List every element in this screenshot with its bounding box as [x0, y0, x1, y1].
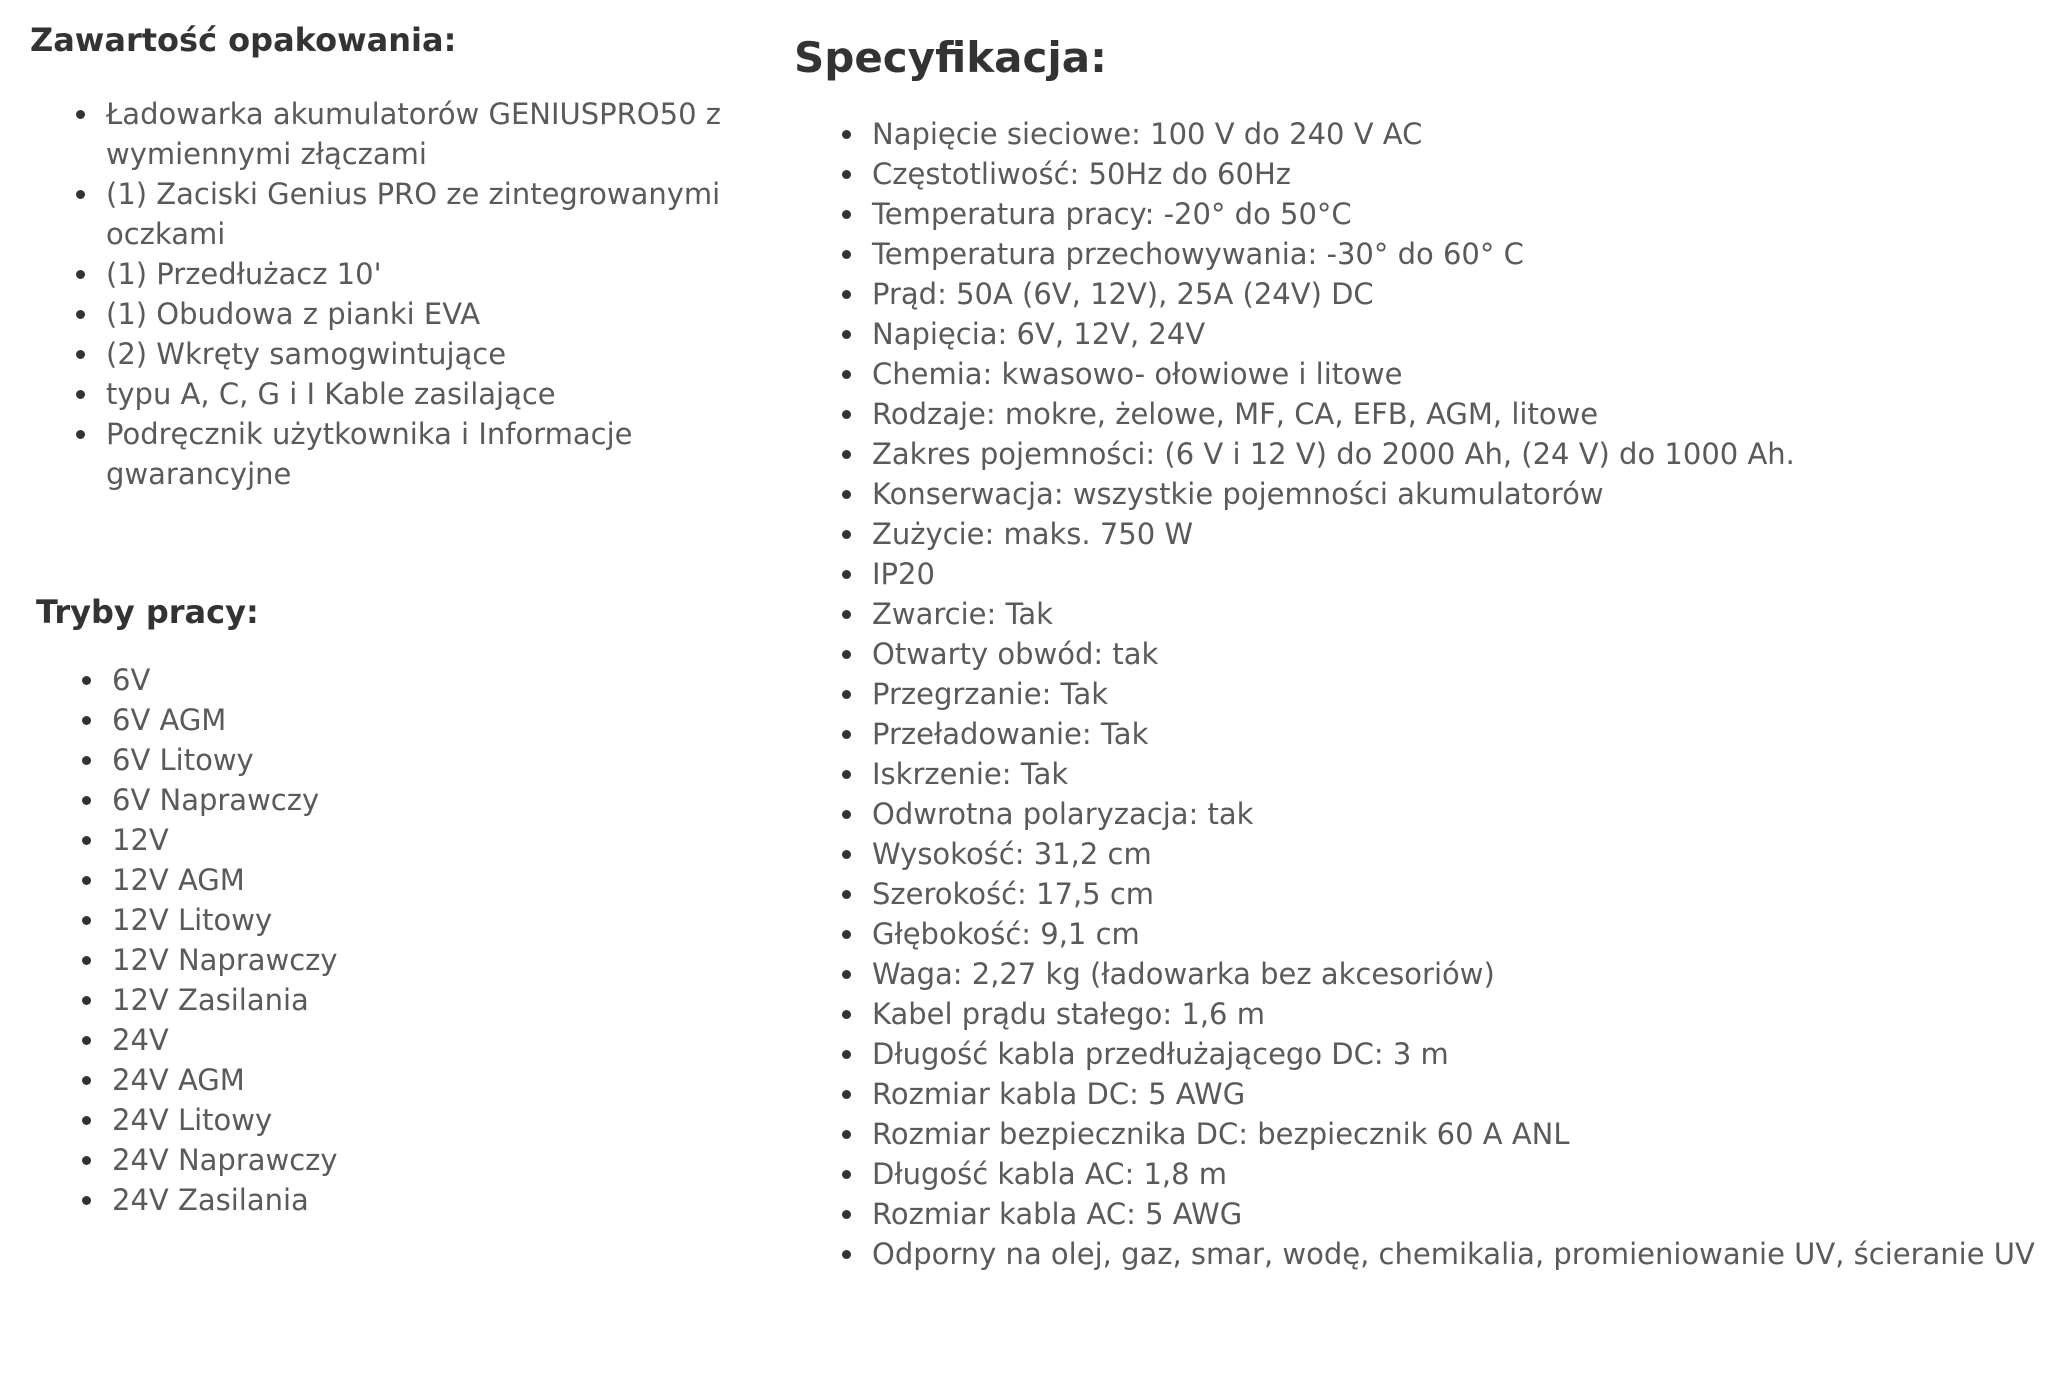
modes-list: [30, 660, 760, 1220]
spec-list-item: [794, 314, 2034, 354]
spec-heading: Specyfikacja:: [794, 33, 1107, 82]
contents-list-item-text: Ładowarka akumulatorów GENIUSPRO50 z wymiennymi złączami: [106, 97, 721, 171]
spec-list-item-text: Kabel prądu stałego: 1,6 m: [872, 997, 1265, 1031]
modes-list-item-text: 6V AGM: [112, 703, 227, 737]
spec-list-item-text: Napięcia: 6V, 12V, 24V: [872, 317, 1206, 351]
spec-list-item: [794, 594, 2034, 634]
modes-list-item: [30, 900, 760, 940]
spec-list-item: [794, 1074, 2034, 1114]
modes-list-item: [30, 1100, 760, 1140]
bullet-icon: [842, 1130, 851, 1139]
contents-heading: Zawartość opakowania:: [30, 21, 457, 59]
modes-list-item: [30, 740, 760, 780]
bullet-icon: [82, 876, 91, 885]
spec-list-item-text: Otwarty obwód: tak: [872, 637, 1159, 671]
contents-list-item: [30, 414, 756, 494]
modes-list-item: [30, 1020, 760, 1060]
spec-list-item-text: Długość kabla AC: 1,8 m: [872, 1157, 1228, 1191]
modes-list-item-text: 12V Litowy: [112, 903, 273, 937]
contents-list-item: [30, 294, 756, 334]
bullet-icon: [82, 756, 91, 765]
bullet-icon: [842, 570, 851, 579]
modes-list-item-text: 12V Naprawczy: [112, 943, 338, 977]
modes-list-item-text: 12V Zasilania: [112, 983, 309, 1017]
spec-list-item-text: Rozmiar kabla DC: 5 AWG: [872, 1077, 1246, 1111]
spec-list-item: [794, 274, 2034, 314]
modes-list-item: [30, 940, 760, 980]
bullet-icon: [842, 250, 851, 259]
spec-list-item: [794, 474, 2034, 514]
spec-list-item: [794, 1234, 2034, 1274]
modes-list-item-text: 6V Litowy: [112, 743, 254, 777]
contents-list-item: [30, 94, 756, 174]
bullet-icon: [82, 1196, 91, 1205]
modes-list-item: [30, 820, 760, 860]
modes-list-item: [30, 1180, 760, 1220]
bullet-icon: [842, 530, 851, 539]
spec-list-item: [794, 434, 2034, 474]
modes-list-item-text: 24V Naprawczy: [112, 1143, 338, 1177]
contents-list-item-text: Podręcznik użytkownika i Informacje gwarancyjne: [106, 417, 633, 491]
spec-list-item-text: Głębokość: 9,1 cm: [872, 917, 1140, 951]
spec-list-item-text: Odwrotna polaryzacja: tak: [872, 797, 1254, 831]
bullet-icon: [842, 490, 851, 499]
modes-list-item: [30, 660, 760, 700]
contents-list-item-text: (1) Zaciski Genius PRO ze zintegrowanymi oczkami: [106, 177, 721, 251]
modes-list-item: [30, 860, 760, 900]
left-column: [30, 16, 760, 1220]
bullet-icon: [82, 1076, 91, 1085]
modes-heading: Tryby pracy:: [36, 593, 259, 631]
spec-list-item-text: Zakres pojemności: (6 V i 12 V) do 2000 Ah, (24 V) do 1000 Ah.: [872, 437, 1795, 471]
bullet-icon: [842, 1170, 851, 1179]
spec-list-item-text: Zużycie: maks. 750 W: [872, 517, 1194, 551]
right-column: [794, 30, 2034, 1274]
contents-list-item: [30, 254, 756, 294]
bullet-icon: [842, 1210, 851, 1219]
bullet-icon: [842, 730, 851, 739]
bullet-icon: [842, 410, 851, 419]
bullet-icon: [842, 330, 851, 339]
bullet-icon: [842, 930, 851, 939]
spec-list-item: [794, 1194, 2034, 1234]
spec-list-item-text: IP20: [872, 557, 935, 591]
modes-list-item-text: 24V Zasilania: [112, 1183, 309, 1217]
spec-list-item-text: Przegrzanie: Tak: [872, 677, 1109, 711]
bullet-icon: [842, 850, 851, 859]
contents-list-item-text: (1) Przedłużacz 10': [106, 257, 382, 291]
bullet-icon: [82, 916, 91, 925]
bullet-icon: [842, 810, 851, 819]
contents-list-item: [30, 174, 756, 254]
bullet-icon: [842, 650, 851, 659]
spec-list-item-text: Szerokość: 17,5 cm: [872, 877, 1155, 911]
spec-list-item: [794, 234, 2034, 274]
bullet-icon: [82, 676, 91, 685]
spec-list-item-text: Temperatura pracy: -20° do 50°C: [872, 197, 1352, 231]
spec-list-item-text: Długość kabla przedłużającego DC: 3 m: [872, 1037, 1449, 1071]
spec-list-item-text: Iskrzenie: Tak: [872, 757, 1069, 791]
spec-list-item-text: Odporny na olej, gaz, smar, wodę, chemikalia, promieniowanie UV, ścieranie UV: [872, 1237, 2035, 1271]
bullet-icon: [842, 970, 851, 979]
modes-list-item-text: 12V: [112, 823, 169, 857]
bullet-icon: [842, 1250, 851, 1259]
spec-list-item-text: Napięcie sieciowe: 100 V do 240 V AC: [872, 117, 1423, 151]
spec-list-item-text: Konserwacja: wszystkie pojemności akumulatorów: [872, 477, 1604, 511]
bullet-icon: [842, 450, 851, 459]
bullet-icon: [842, 610, 851, 619]
contents-list: [30, 94, 760, 494]
bullet-icon: [842, 290, 851, 299]
spec-list-item: [794, 994, 2034, 1034]
spec-list-item: [794, 714, 2034, 754]
bullet-icon: [842, 210, 851, 219]
spec-list-item: [794, 1114, 2034, 1154]
modes-list-item: [30, 980, 760, 1020]
spec-list-item-text: Chemia: kwasowo- ołowiowe i litowe: [872, 357, 1403, 391]
contents-list-item: [30, 374, 756, 414]
spec-list-item-text: Częstotliwość: 50Hz do 60Hz: [872, 157, 1291, 191]
modes-list-item-text: 6V Naprawczy: [112, 783, 320, 817]
spec-list-item: [794, 554, 2034, 594]
bullet-icon: [82, 1116, 91, 1125]
bullet-icon: [76, 190, 85, 199]
spec-list-item: [794, 874, 2034, 914]
contents-list-item-text: typu A, C, G i I Kable zasilające: [106, 377, 556, 411]
modes-list-item: [30, 1060, 760, 1100]
spec-list-item: [794, 1034, 2034, 1074]
bullet-icon: [76, 430, 85, 439]
spec-list-item-text: Temperatura przechowywania: -30° do 60° C: [872, 237, 1524, 271]
spec-list-item: [794, 754, 2034, 794]
bullet-icon: [76, 310, 85, 319]
spec-list: [794, 114, 2034, 1274]
spec-list-item: [794, 354, 2034, 394]
modes-list-item-text: 24V AGM: [112, 1063, 245, 1097]
spec-list-item: [794, 794, 2034, 834]
spec-list-item-text: Prąd: 50A (6V, 12V), 25A (24V) DC: [872, 277, 1374, 311]
contents-list-item: [30, 334, 756, 374]
spec-list-item-text: Zwarcie: Tak: [872, 597, 1053, 631]
bullet-icon: [76, 390, 85, 399]
contents-list-item-text: (1) Obudowa z pianki EVA: [106, 297, 481, 331]
bullet-icon: [82, 796, 91, 805]
bullet-icon: [76, 110, 85, 119]
bullet-icon: [76, 350, 85, 359]
bullet-icon: [842, 770, 851, 779]
modes-list-item-text: 6V: [112, 663, 151, 697]
bullet-icon: [842, 1050, 851, 1059]
spec-list-item: [794, 514, 2034, 554]
bullet-icon: [842, 370, 851, 379]
bullet-icon: [82, 1156, 91, 1165]
bullet-icon: [82, 996, 91, 1005]
bullet-icon: [82, 1036, 91, 1045]
spec-list-item-text: Rozmiar kabla AC: 5 AWG: [872, 1197, 1243, 1231]
spec-list-item-text: Rodzaje: mokre, żelowe, MF, CA, EFB, AGM, litowe: [872, 397, 1599, 431]
spec-list-item: [794, 954, 2034, 994]
spec-list-item: [794, 674, 2034, 714]
spec-list-item: [794, 634, 2034, 674]
modes-list-item: [30, 780, 760, 820]
spec-list-item-text: Wysokość: 31,2 cm: [872, 837, 1152, 871]
spec-list-item: [794, 1154, 2034, 1194]
modes-list-item: [30, 1140, 760, 1180]
modes-list-item: [30, 700, 760, 740]
modes-list-item-text: 24V: [112, 1023, 169, 1057]
spec-list-item: [794, 914, 2034, 954]
modes-list-item-text: 24V Litowy: [112, 1103, 273, 1137]
spec-list-item: [794, 834, 2034, 874]
spec-list-item: [794, 154, 2034, 194]
modes-list-item-text: 12V AGM: [112, 863, 245, 897]
bullet-icon: [842, 1010, 851, 1019]
bullet-icon: [842, 890, 851, 899]
bullet-icon: [82, 836, 91, 845]
spec-list-item: [794, 114, 2034, 154]
bullet-icon: [842, 130, 851, 139]
bullet-icon: [842, 690, 851, 699]
bullet-icon: [82, 716, 91, 725]
bullet-icon: [76, 270, 85, 279]
contents-list-item-text: (2) Wkręty samogwintujące: [106, 337, 507, 371]
bullet-icon: [842, 170, 851, 179]
spec-list-item-text: Rozmiar bezpiecznika DC: bezpiecznik 60 A ANL: [872, 1117, 1570, 1151]
bullet-icon: [82, 956, 91, 965]
spec-list-item-text: Waga: 2,27 kg (ładowarka bez akcesoriów): [872, 957, 1495, 991]
spec-list-item-text: Przeładowanie: Tak: [872, 717, 1149, 751]
bullet-icon: [842, 1090, 851, 1099]
spec-list-item: [794, 394, 2034, 434]
spec-list-item: [794, 194, 2034, 234]
